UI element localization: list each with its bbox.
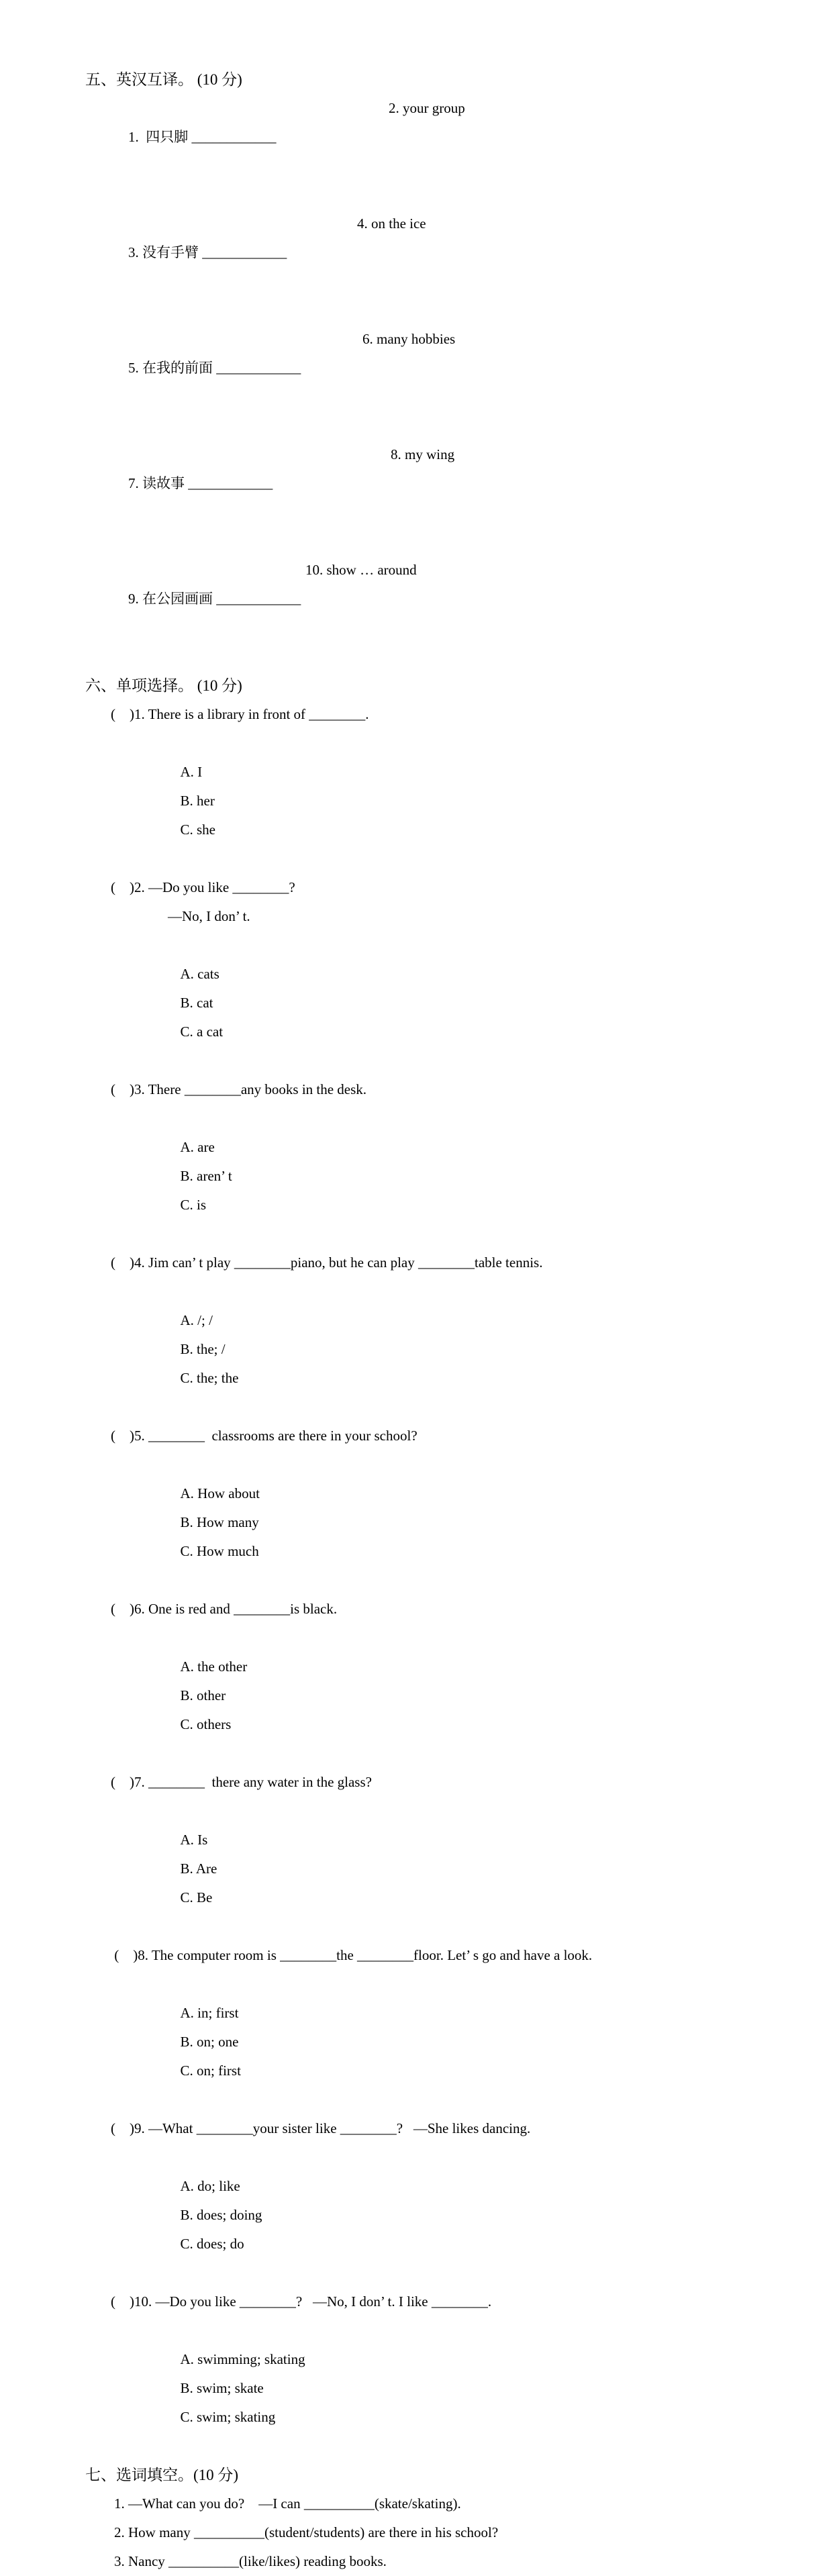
options-row <box>85 1970 797 2114</box>
fill-item: 3. Nancy __________(like/likes) reading books. <box>114 2553 387 2569</box>
question-stem: ( )3. There ________any books in the desk. <box>111 1081 367 1097</box>
question-stem: ( )5. ________ classrooms are there in your school? <box>111 1428 418 1444</box>
option-a: A. I <box>180 764 203 780</box>
option-c: C. How much <box>180 1543 259 1559</box>
translation-row <box>85 440 797 556</box>
option-c: C. is <box>180 1197 207 1213</box>
options-row <box>85 729 797 873</box>
translation-item-left: 7. 读故事 ____________ <box>128 475 273 491</box>
translation-item-right: 10. show … around <box>305 562 417 578</box>
option-a: A. are <box>180 1139 215 1155</box>
translation-item-left: 1. 四只脚 ____________ <box>128 129 277 145</box>
option-c: C. the; the <box>180 1370 239 1386</box>
question-stem: ( )1. There is a library in front of ________. <box>111 706 369 722</box>
option-c: C. Be <box>180 1889 213 1905</box>
option-b: B. swim; skate <box>180 2380 264 2396</box>
translation-row <box>85 209 797 325</box>
translation-item-right: 2. your group <box>389 100 465 116</box>
option-b: B. How many <box>180 1514 259 1530</box>
options-row <box>85 2316 797 2461</box>
mc-question <box>85 1768 797 1941</box>
options-row <box>85 1104 797 1248</box>
option-a: A. do; like <box>180 2178 240 2194</box>
section5-heading: 五、英汉互译。 (10 分) <box>85 71 242 88</box>
mc-question <box>85 1248 797 1422</box>
option-c: C. others <box>180 1716 232 1732</box>
section6-heading: 六、单项选择。 (10 分) <box>85 677 242 694</box>
translation-item-right: 4. on the ice <box>357 215 426 232</box>
options-row <box>85 1450 797 1595</box>
translation-item-left: 9. 在公园画画 ____________ <box>128 591 301 607</box>
translation-row <box>85 556 797 671</box>
option-b: B. on; one <box>180 2034 239 2050</box>
mc-question <box>85 1595 797 1768</box>
option-c: C. she <box>180 822 215 838</box>
mc-question <box>85 1941 797 2114</box>
fill-item: 2. How many __________(student/students) are there in his school? <box>114 2524 499 2540</box>
option-b: B. her <box>180 793 215 809</box>
question-stem: ( )9. —What ________your sister like ________? —She likes dancing. <box>111 2120 531 2136</box>
section7-heading: 七、选词填空。(10 分) <box>85 2467 239 2483</box>
translation-item-right: 8. my wing <box>391 446 455 462</box>
options-row <box>85 1277 797 1422</box>
mc-question <box>85 2114 797 2287</box>
worksheet-page <box>85 65 797 2576</box>
option-b: B. cat <box>180 995 213 1011</box>
question-stem: ( )2. —Do you like ________? <box>111 879 295 895</box>
option-b: B. aren’ t <box>180 1168 232 1184</box>
option-b: B. Are <box>180 1861 217 1877</box>
option-a: A. /; / <box>180 1312 213 1328</box>
option-a: A. How about <box>180 1485 260 1501</box>
translation-row <box>85 94 797 209</box>
option-b: B. the; / <box>180 1341 226 1357</box>
translation-item-left: 5. 在我的前面 ____________ <box>128 360 301 376</box>
option-c: C. does; do <box>180 2236 244 2252</box>
options-row <box>85 1624 797 1768</box>
question-answer-line: —No, I don’ t. <box>168 908 250 924</box>
mc-question <box>85 873 797 1075</box>
option-b: B. does; doing <box>180 2207 262 2223</box>
fill-item: 1. —What can you do? —I can __________(skate/skating). <box>114 2495 461 2512</box>
question-stem: ( )10. —Do you like ________? —No, I don’ t. I like ________. <box>111 2293 492 2310</box>
question-stem: ( )6. One is red and ________is black. <box>111 1601 338 1617</box>
options-row <box>85 1797 797 1941</box>
option-a: A. in; first <box>180 2005 239 2021</box>
mc-question <box>85 2287 797 2461</box>
option-a: A. the other <box>180 1658 248 1675</box>
mc-question <box>85 1075 797 1248</box>
translation-item-right: 6. many hobbies <box>362 331 456 347</box>
options-row <box>85 2143 797 2287</box>
option-a: A. Is <box>180 1832 208 1848</box>
mc-question <box>85 700 797 873</box>
option-c: C. a cat <box>180 1024 224 1040</box>
option-c: C. on; first <box>180 2063 241 2079</box>
question-stem: ( )4. Jim can’ t play ________piano, but he can play ________table tennis. <box>111 1254 543 1271</box>
option-b: B. other <box>180 1687 226 1703</box>
option-a: A. swimming; skating <box>180 2351 305 2367</box>
question-stem: ( )7. ________ there any water in the glass? <box>111 1774 372 1790</box>
question-stem: ( )8. The computer room is ________the ________floor. Let’ s go and have a look. <box>111 1947 593 1963</box>
option-c: C. swim; skating <box>180 2409 276 2425</box>
mc-question <box>85 1422 797 1595</box>
option-a: A. cats <box>180 966 219 982</box>
options-row <box>85 931 797 1075</box>
translation-item-left: 3. 没有手臂 ____________ <box>128 244 287 260</box>
translation-row <box>85 325 797 440</box>
